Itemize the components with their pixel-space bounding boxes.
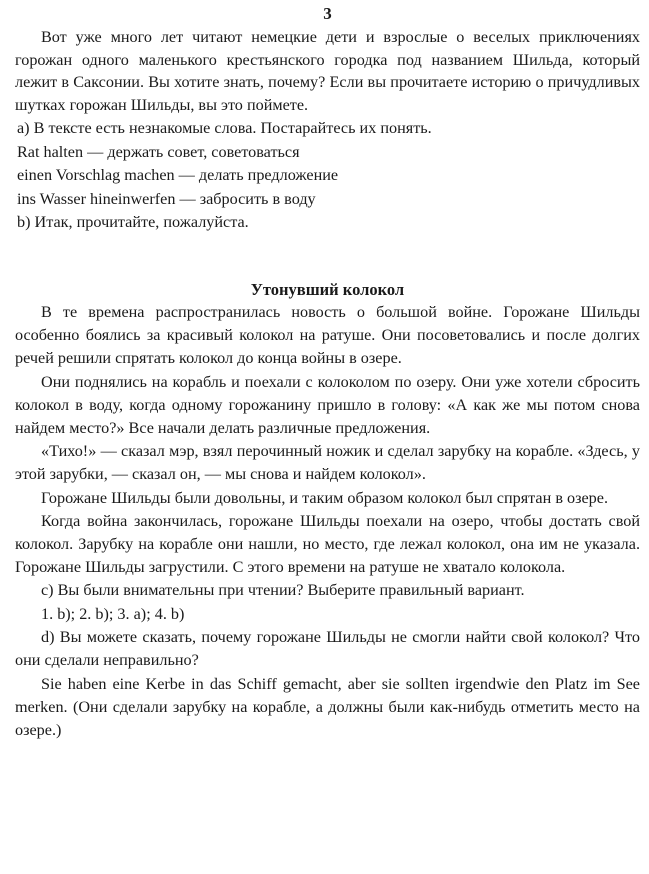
answers-c: 1. b); 2. b); 3. a); 4. b) [41,604,185,623]
answer-d: Sie haben eine Kerbe in das Schiff gemacht, aber sie sollten irgendwie den Platz im See merken. (Они сделали зарубку на корабле, а должны были как-нибудь отметить место на озере.) [15,674,640,740]
story-paragraph: Они поднялись на корабль и поехали с колоколом по озеру. Они уже хотели сбросить колокол в воду, когда одному горожанину пришло в голову: «А как же мы потом снова найдем место?» Все начали делать различные предложения. [15,372,640,437]
task-b: b) Итак, прочитайте, пожалуйста. [17,213,249,232]
vocab-item: ins Wasser hineinwerfen — забросить в воду [17,189,316,208]
task-a: a) В тексте есть незнакомые слова. Постарайтесь их понять. [17,119,432,137]
vocab-item: einen Vorschlag machen — делать предложение [17,166,339,185]
task-d: d) Вы можете сказать, почему горожане Шильды не смогли найти свой колокол? Что они сделали неправильно? [15,628,640,670]
page-number: 3 [323,4,332,23]
textbook-page [15,4,640,742]
story-paragraph: «Тихо!» — сказал мэр, взял перочинный ножик и сделал зарубку на корабле. «Здесь, у этой зарубки, — сказал он, — мы снова и найдем колокол». [15,442,640,484]
story-title: Утонувший колокол [250,279,405,299]
intro-paragraph: Вот уже много лет читают немецкие дети и взрослые о веселых приключениях горожан одного маленького крестьянского городка под названием Шильда, который лежит в Саксонии. Вы хотите знать, почему? Если вы прочитаете историю о причудливых шутках горожан Шильды, вы это поймете. [15,28,640,114]
story-text [15,301,640,579]
task-c: c) Вы были внимательны при чтении? Выберите правильный вариант. [41,581,525,600]
story-paragraph: Когда война закончилась, горожане Шильды поехали на озеро, чтобы достать свой колокол. Зарубку на корабле они нашли, но место, где лежал колокол, она им не указала. Горожане Шильды загрустили. С этого времени на ратуше не хватало колокола. [15,511,640,577]
story-paragraph: В те времена распространилась новость о большой войне. Горожане Шильды особенно боялись за красивый колокол на ратуше. Они посоветовались и после долгих речей решили спрятать колокол до конца войны в озере. [15,302,640,368]
vocab-item: Rat halten — держать совет, советоваться [17,142,300,161]
story-paragraph: Горожане Шильды были довольны, и таким образом колокол был спрятан в озере. [41,488,609,507]
